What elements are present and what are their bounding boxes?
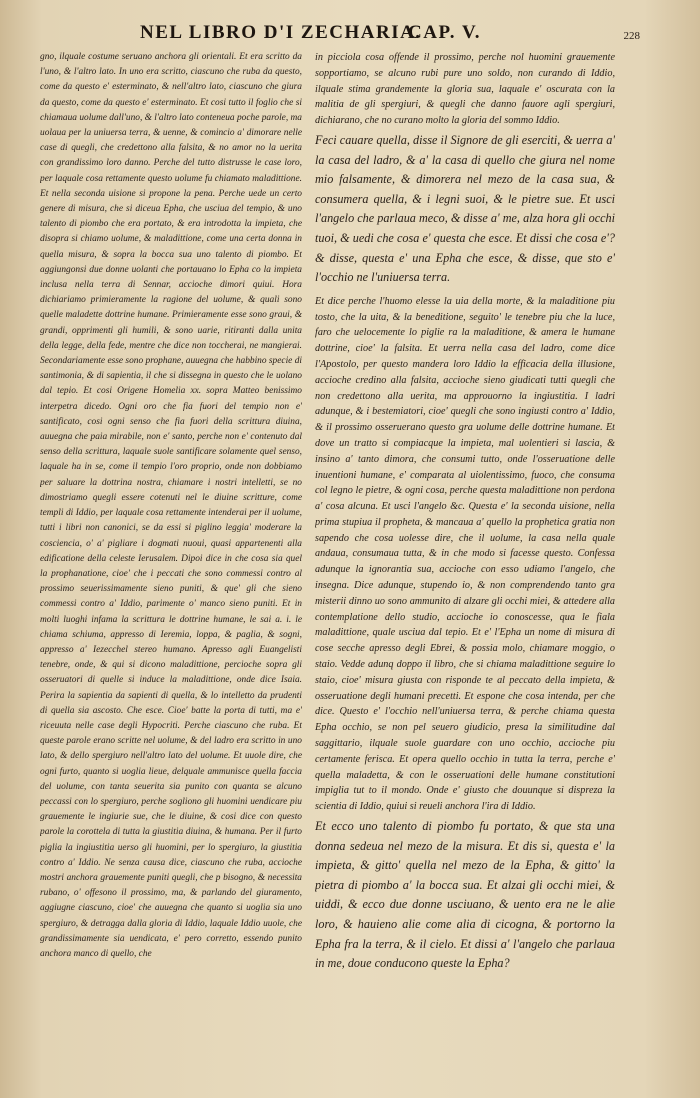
scripture-verse: Feci cauare quella, disse il Signore de gli eserciti, & uerra a' la casa del ladro, & a' la casa di quello che giura nel nome mio falsamente, & dimorera nel mezo de la casa sua, & consumera quella, & i legni suoi, & le pietre sue. Et usci l'angelo che parlaua meco, & disse a' me, alza hora gli occhi tuoi, & uedi che cosa e' questa che esce. Et dissi che cosa e'? & disse, questa e' una Epha che esce, & disse, que sto e' l'occhio ne l'uniuersa terra. [315,132,615,285]
page-header [140,22,640,48]
chapter-heading: CAP. V. [408,22,481,43]
running-title: NEL LIBRO D'I ZECHARIA. [140,22,422,43]
commentary-paragraph: in picciola cosa offende il prossimo, perche nol huomini grauemente sopportiamo, se alcuno rubi pure uno soldo, non curando di Iddio, ilquale stima grandemente la gloria sua, laquale e' oscurata con la malitia de gli spergiuri, & quegli che danno fauore agli spergiuri, dichiarano, che no curano molto la gloria del sommo Iddio. [315,52,615,127]
right-column [315,50,615,1028]
commentary-paragraph: gno, ilquale costume seruano anchora gli orientali. Et era scritto da l'uno, & l'altro lato. In uno era scritto, ciascuno che ruba da questo, come da questo e' esterminato, & nell'altro lato, ciascuno che giura da questo, come da questo e' esterminato. Et cosi tutto il foglio che si chiamaua uolume dall'uno, & l'altro lato conteneua poche parole, ma uolaua per la uniuersa terra, & uenne, & comincio a' dimorare nelle case di quegli, che credettono alla falsita, & no amor no la uerita con grandissimo loro danno. Perche del tutto distrusse le case loro, per laquale cosa rettamente questo uolume fu chiamato maladittione. Et nella seconda uisione si propone la pena. Perche uede un certo genere di misura, che si diceua Epha, che usciua del tempio, & uno talento di piombo che era portato, & era introdotta la impieta, che disopra si chiamo uolume, & maladittione, come una certa donna in quella misura, & sopra la bocca sua uno talento di piombo. Et aggiungonsi due donne uolanti che portauano lo Epha co la impieta inclusa nella terra di Sennar, accioche dimori quiui. Hora dichiariamo primieramente la ragione del uolume, & quali sono quelle maladette dottrine humane. Primieramente esse sono graui, & grandi, opprimenti gli humili, & sono uarie, ritiranti dalla unita della legge, della fede, mentre che dice non toccherai, ne mangierai. Secondariamente esse sono prophane, auuegna che habbino specie di santimonia, & di sapientia, il che si dissegna in questo che le uolano dal tepio. Et cosi Origene Homelia xx. sopra Matteo benissimo interpetra dicedo. Ogni oro che fia fuori del tempio non e' santificato, cosi ogni senso che fia fuori della scrittura diuina, auuegna che paia mirabile, non e' santo, perche non e' contenuto dal senso della scrittura, laquale suole santificare solamente quel senso, laquale ha in se, come il tempio l'oro proprio, onde non dobbiamo per saluare la dottrina nostra, chiamare i nostri intelletti, se no dimostriamo quegli essere cotenuti nel le diuine scritture, come templi di Iddio, per laquale cosa rettamente intenderai per il uolume, tutti i libri non canonici, se da essi si piglino leggia' moderare la cosciencia, o' a' pigliare i dogmati nuoui, quasi appartenenti alla edificatione della celeste Ierusalem. Dipoi dice in che cosa sia quel la prophanatione, cioe' che i peccati che sono commessi contro al prossimo seuerissimamente sieno puniti, & que' gli che sieno commessi contro a' Iddio, parimente o' manco sieno puniti. Et in molti luoghi infama la scrittura le dottrine humane, le sai a. i. le chiama schiuma, appresso di Ieremia, loppa, & paglia, & sogni, appresso a' Iezecchel stereo humano. Apresso agli Euangelisti tenebre, onde, & qui si dicono maladittione, percioche sopra gli osseruatori di quelle si induce la maladittione, onde dice Isaia. Perira la sapientia da sapienti di quella, & lo intelletto da prudenti di quella sia ascosto. Che esce. Cioe' batte la porta di tutti, ma e' riceuuta nelle case degli Hypocriti. Perche ciascuno che ruba. Et queste parole erano scritte nel uolume, & del ladro era scritto in uno lato, & dello spergiuro nell'altro lato del uolume. Et uuole dire, che ogni furto, quanto si uoglia lieue, delquale ammunisce quella faccia del uolume, con tanta seuerita sia punito con quanta se alcuno peccassi con lo spergiuro, perche sogliono gli huomini uendicare piu grauemente le ingiurie sue, che le diuine, & cosi dice con questo parole la corottela di tutta la giustitia diuina, & humana. Per il furto piglia la ingiustitia uerso gli huomini, per lo spergiuro, la giustitia contro a' Iddio. Ne senza causa dice, ciascuno che ruba, accioche mostri anchora grauemente puniti quegli, che p bisogno, & necessita rubano, o' offesono il prossimo, ma, & parlando del giuramento, aggiugne ciascuno, cioe' che auuegna che quanto si uoglia sia uno spergiuro, & detragga dalla gloria di Iddio, laquale Iddio uuole, che grandissimamente sia uendicata, e' pero corretto, essendo punito anchora manco di quello, che [40,52,302,959]
left-column [40,50,302,1028]
folio-number: 228 [623,30,640,42]
scripture-verse: Et ecco uno talento di piombo fu portato, & que sta una donna sedeua nel mezo de la misura. Et dis si, questa e' la impieta, & gitto' quella nel mezo de la Epha, & gitto' la pietra di piombo a' la bocca sua. Et alzai gli occhi miei, & uiddi, & ecco due donne usciuano, & uento era ne le alie loro, & hauieno alie come alia di cicogna, & portorno la Epha fra la terra, & il cielo. Et dissi a' l'angelo che parlaua in me, doue conducono queste la Epha? [315,819,615,971]
commentary-paragraph: Et dice perche l'huomo elesse la uia della morte, & la maladitione piu tosto, che la uita, & la beneditione, seguito' le tenebre piu che la luce, faro che uelocemente lo piglie ra la maladitione, & amera le humane dottrine, cioe' la falsita. Et uerra nella casa del ladro, come dice l'Apostolo, per questo mandera loro Iddio la efficacia della illusione, accioche credino alla falsita, accioche sieno giudicati tutti quegli che non credettono alla uerita, ma approuorno la ingiustitia. I ladri adunque, & i bestemiatori, cioe' quegli che sono ingiusti contro a' Iddio, & il prossimo osseruerano questo gra uolume delle dottrine humane. Et dove un tratto si compiacque la impieta, mal uolentieri si lascia, & insino a' tanto dimora, che consumi tutto, onde l'osseruatione delle inuentioni humane, e' comparata al uiolentissimo, fuoco, che consuma col legno le pietre, & ogni cosa, perche questa maladittione non perdona a' cosa alcuna. Et usci l'angelo &c. Questa e' la seconda uisione, nella prima stupiua il propheta, & mancaua a' quello la prophetica gratia non sapendo che cosa uolesse dire, che il uolume, la casa nella quale andaua, consumaua tutta, & in che modo si facesse questo. Confessa adunque la ignorantia sua, accioche con esso udiamo l'angelo, che insegna. Dice adunque, stupendo io, & non comprendendo tanto gra misterii dinno uo sono ammunito di alzare gli occhi miei, & attedere alla contemplatione dello studio, accioche io conoscesse, qua le fiala maladittione, quale usciua dal tepio. Et e' l'Epha un nome di misura di cose secche apresso degli Ebrei, & possia molo, chiamare moggio, o staio. Vedde adunq doppo il libro, che si chiama maladittione seguire lo staio, cioe' misura giusta con risponde te al peccato della impieta, & osseruatione degli humani precetti. Et espone che cosa intenda, per che dice. Questo e' l'occhio nell'uniuersa terra, & perche chiama questa Epha occhio, se non pel seuero giudicio, presa la similitudine dal saggittario, ilquale suole guardare con uno occhio, accioche piu certamente ferisca. Et opera quello occhio in tutta la terra, perche e' quella maladetta, & con le osseruationi delle humane constitutioni impiglia tut to il mondo. Onde e' giusto che douunque si dispreza la scientia di Iddio, quiui si reueli anchora l'ira di Iddio. [315,295,615,813]
